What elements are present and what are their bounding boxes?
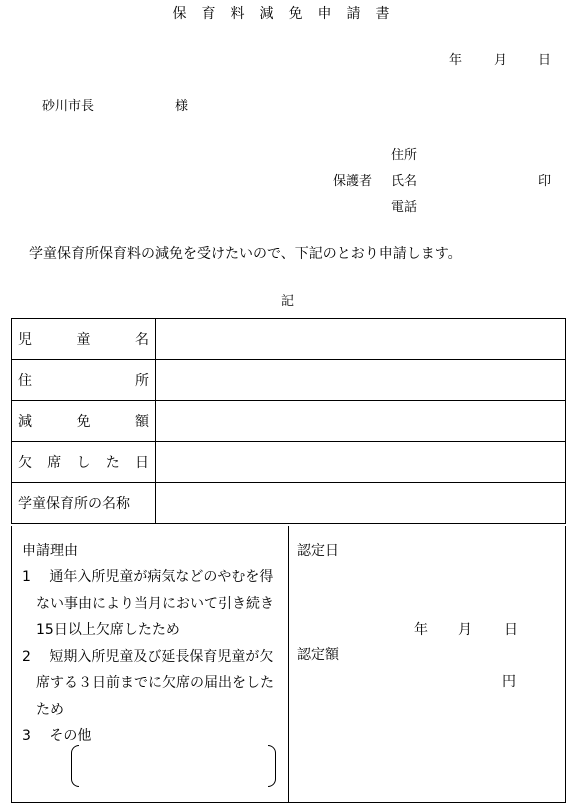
row-label-char: し: [76, 455, 91, 471]
row-label: [12, 319, 156, 360]
row-label-char: 免: [76, 414, 91, 430]
note-heading: 記: [281, 294, 295, 309]
row-value-field[interactable]: [156, 360, 566, 401]
date-day-label: 日: [538, 53, 552, 68]
reason-item: ため: [22, 701, 64, 718]
row-label: [12, 360, 156, 401]
request-statement: 学童保育所保育料の減免を受けたいので、下記のとおり申請します。: [29, 246, 462, 262]
other-reason-bracket-left: [71, 745, 79, 787]
address-label: 住所: [391, 148, 418, 163]
row-label: [12, 401, 156, 442]
row-label: [12, 483, 156, 524]
date-year-label: 年: [449, 53, 463, 68]
row-value-field[interactable]: [156, 401, 566, 442]
approval-year: 年: [414, 622, 428, 638]
row-label-char: 減: [18, 414, 32, 430]
row-label-char: 童: [76, 332, 91, 348]
row-value-field[interactable]: [156, 483, 566, 524]
approval-month: 月: [458, 622, 472, 638]
approval-date-label: 認定日: [297, 543, 339, 559]
row-label-char: 名: [135, 332, 149, 348]
reason-item: 15日以上欠席したため: [22, 622, 180, 638]
application-table: [11, 318, 566, 524]
row-value-field[interactable]: [156, 319, 566, 360]
table-row: [12, 442, 566, 483]
approval-day: 日: [504, 622, 518, 638]
reason-item: 2 短期入所児童及び延長保育児童が欠: [22, 648, 274, 665]
approval-amount-label: 認定額: [297, 647, 339, 663]
table-row: [12, 319, 566, 360]
phone-label: 電話: [391, 200, 418, 215]
reason-item: 3 その他: [22, 728, 92, 744]
reason-item: 席する３日前までに欠席の届出をした: [22, 675, 274, 691]
row-label-char: 児: [18, 332, 32, 348]
row-label-char: 欠: [18, 455, 32, 471]
row-label-char: 住: [18, 373, 32, 389]
page-title: 保育料減免申請書: [172, 6, 405, 22]
table-row: [12, 360, 566, 401]
guardian-label: 保護者: [333, 174, 373, 189]
row-label: [12, 442, 156, 483]
reason-heading: 申請理由: [22, 543, 78, 559]
seal-mark: 印: [538, 174, 552, 189]
date-month-label: 月: [494, 53, 508, 68]
row-label-char: 所: [135, 373, 149, 389]
honorific: 様: [175, 99, 189, 114]
reason-approval-section: [11, 526, 566, 803]
addressee: 砂川市長: [42, 99, 95, 114]
other-reason-bracket-right: [268, 745, 276, 787]
row-label-char: た: [105, 455, 120, 471]
section-divider: [288, 526, 289, 802]
row-label-char: 日: [135, 455, 149, 471]
table-row: [12, 401, 566, 442]
row-label-char: 額: [135, 414, 149, 430]
reason-item: 1 通年入所児童が病気などのやむを得: [22, 569, 274, 585]
row-label-char: 席: [47, 455, 62, 471]
table-row: [12, 483, 566, 524]
name-label: 氏名: [391, 174, 418, 189]
row-value-field[interactable]: [156, 442, 566, 483]
reason-item: ない事由により当月において引き続き: [22, 595, 274, 612]
row-label-char: 学童保育所の名称: [18, 496, 130, 512]
yen-label: 円: [502, 674, 516, 690]
